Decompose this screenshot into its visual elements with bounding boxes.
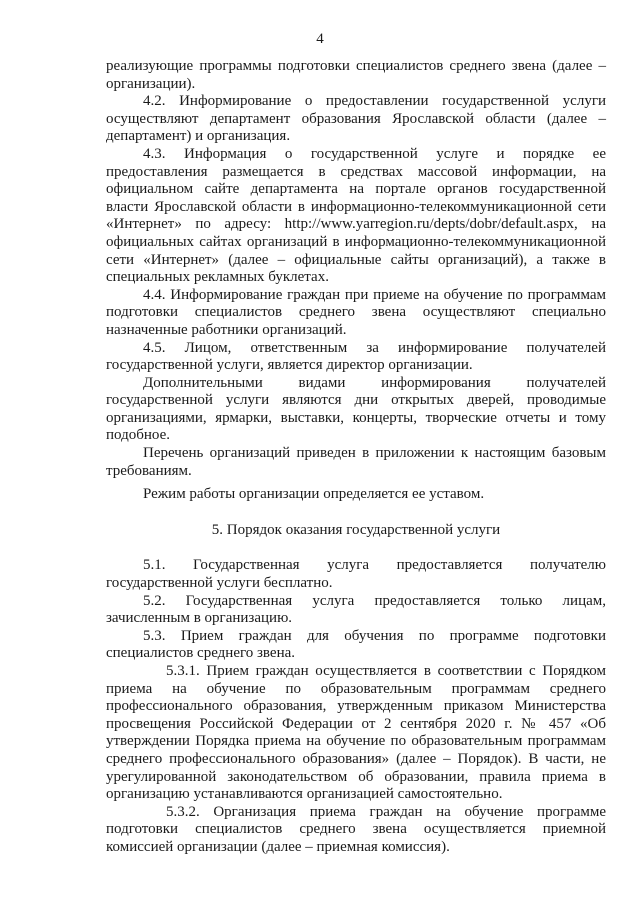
paragraph-4-4: 4.4. Информирование граждан при приеме на обучение по программам подготовки специалистов среднего звена осуществляют специально назначенные работники организаций.: [106, 286, 606, 338]
paragraph-5-3-1: 5.3.1. Прием граждан осуществляется в соответствии с Порядком приема на обучение по образовательным программам среднего профессионального образования, утвержденным приказом Министерства просвещения Российской Федерации от 2 сентября 2020 г. № 457 «Об утверждении Порядка приема на обучение по образовательным программам среднего профессионального образования» (далее – Порядок). В части, не урегулированной законодательством об образовании, правила приема в организацию устанавливаются организацией самостоятельно.: [106, 663, 606, 803]
page-number: 4: [316, 31, 324, 47]
section-heading: 5. Порядок оказания государственной услуги: [211, 521, 501, 538]
paragraph-4-2: 4.2. Информирование о предоставлении государственной услуги осуществляют департамент образования Ярославской области (далее – департамент) и организация.: [106, 93, 606, 145]
paragraph-4-5: 4.5. Лицом, ответственным за информирование получателей государственной услуги, является директор организации.: [106, 339, 606, 374]
paragraph-additional-info: Дополнительными видами информирования получателей государственной услуги являются дни открытых дверей, проводимые организациями, ярмарки, выставки, концерты, творческие отчеты и тому подобное.: [106, 374, 606, 444]
paragraph-5-2: 5.2. Государственная услуга предоставляется только лицам, зачисленным в организацию.: [106, 592, 606, 627]
paragraph-work-schedule: Режим работы организации определяется ее уставом.: [143, 486, 485, 503]
paragraph-4-3: 4.3. Информация о государственной услуге и порядке ее предоставления размещается в средствах массовой информации, на официальном сайте департамента на портале органов государственной власти Ярославской области в информационно-телекоммуникационной сети «Интернет» по адресу: http://www.yarregion.ru/depts/dobr/default.aspx, на официальных сайтах организаций в информационно-телекоммуникационной сети «Интернет» (далее – официальные сайты организаций), а также в специальных рекламных буклетах.: [106, 145, 606, 286]
document-body: [106, 58, 606, 857]
paragraph-5-3: 5.3. Прием граждан для обучения по программе подготовки специалистов среднего звена.: [106, 627, 606, 662]
paragraph-5-3-2: 5.3.2. Организация приема граждан на обучение программе подготовки специалистов среднего звена осуществляется приемной комиссией организации (далее – приемная комиссия).: [106, 803, 606, 855]
paragraph-5-1: 5.1. Государственная услуга предоставляется получателю государственной услуги бесплатно.: [106, 557, 606, 592]
paragraph-continuation: реализующие программы подготовки специалистов среднего звена (далее – организации).: [106, 58, 606, 92]
paragraph-organization-list: Перечень организаций приведен в приложении к настоящим базовым требованиям.: [106, 445, 606, 479]
